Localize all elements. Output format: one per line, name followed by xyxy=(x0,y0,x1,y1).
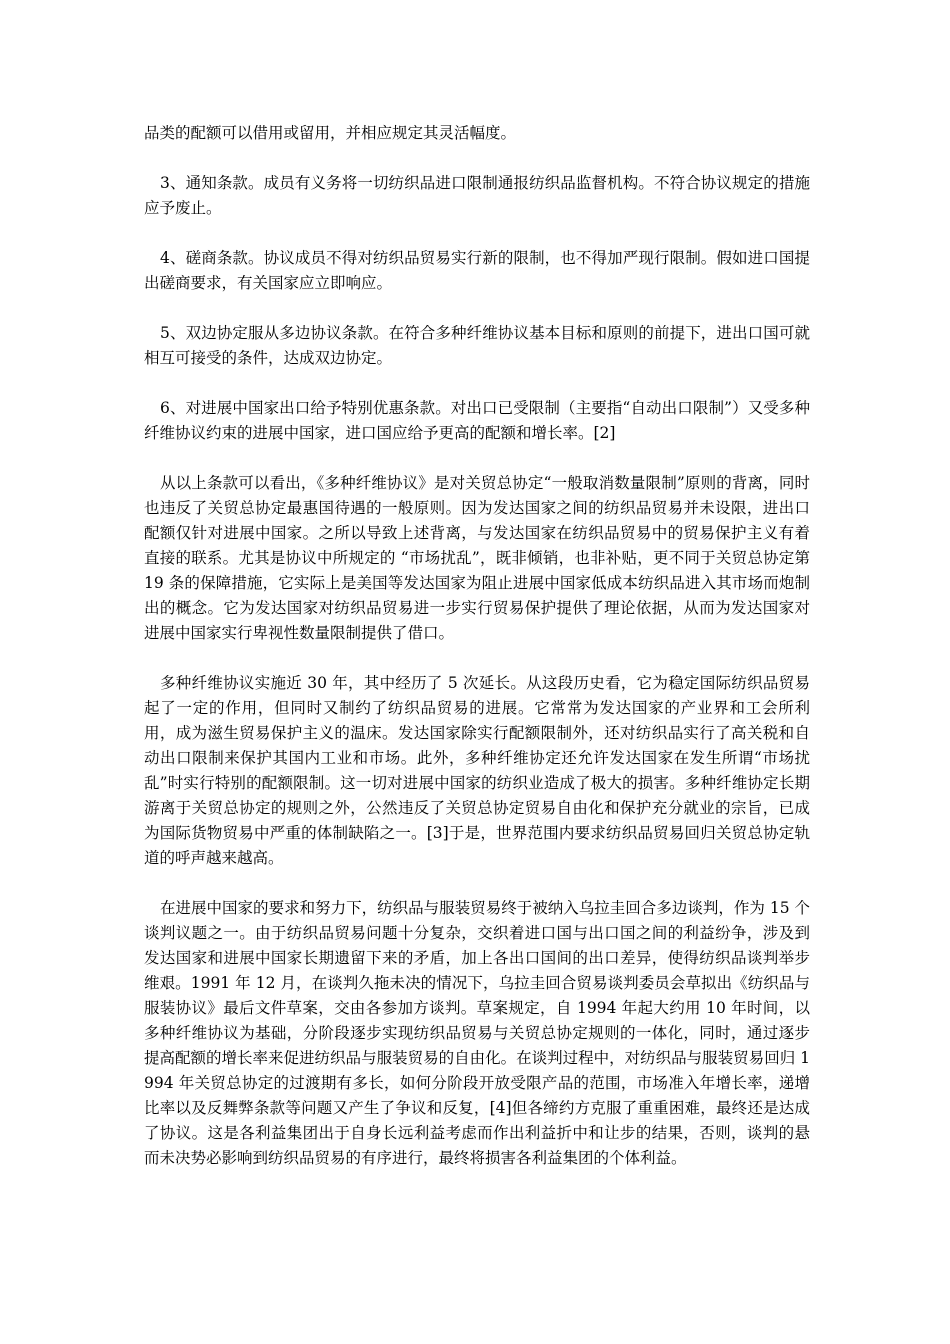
paragraph-history: 多种纤维协议实施近 30 年，其中经历了 5 次延长。从这段历史看，它为稳定国际纺织品贸易起了一定的作用，但同时又制约了纺织品贸易的进展。它常常为发达国家的产业界和工会所利用，成为滋生贸易保护主义的温床。发达国家除实行配额限制外，还对纺织品实行了高关税和自动出口限制来保护其国内工业和市场。此外，多种纤维协定还允许发达国家在发生所谓“市场扰乱”时实行特别的配额限制。这一切对进展中国家的纺织业造成了极大的损害。多种纤维协定长期游离于关贸总协定的规则之外，公然违反了关贸总协定贸易自由化和保护充分就业的宗旨，已成为国际货物贸易中严重的体制缺陷之一。[3]于是，世界范围内要求纺织品贸易回归关贸总协定轨道的呼声越来越高。 xyxy=(144,674,810,867)
paragraph-bilateral-clause: 5、双边协定服从多边协议条款。在符合多种纤维协议基本目标和原则的前提下，进出口国可就相互可接受的条件，达成双边协定。 xyxy=(144,324,810,367)
paragraph-consultation-clause: 4、磋商条款。协议成员不得对纺织品贸易实行新的限制，也不得加严现行限制。假如进口国提出磋商要求，有关国家应立即响应。 xyxy=(144,249,810,292)
paragraph-uruguay-round: 在进展中国家的要求和努力下，纺织品与服装贸易终于被纳入乌拉圭回合多边谈判，作为 15 个谈判议题之一。由于纺织品贸易问题十分复杂，交织着进口国与出口国之间的利益纷争，涉及到发达国家和进展中国家长期遗留下来的矛盾，加上各出口国间的出口差异，使得纺织品谈判举步维艰。1991 年 12 月，在谈判久拖未决的情况下，乌拉圭回合贸易谈判委员会草拟出《纺织品与服装协议》最后文件草案，交由各参加方谈判。草案规定，自 1994 年起大约用 10 年时间，以多种纤维协议为基础，分阶段逐步实现纺织品贸易与关贸总协定规则的一体化，同时，通过逐步提高配额的增长率来促进纺织品与服装贸易的自由化。在谈判过程中，对纺织品与服装贸易回归 1994 年关贸总协定的过渡期有多长，如何分阶段开放受限产品的范围，市场准入年增长率，递增比率以及反舞弊条款等问题又产生了争议和反复，[4]但各缔约方克服了重重困难，最终还是达成了协议。这是各利益集团出于自身长远利益考虑而作出利益折中和让步的结果，否则，谈判的悬而未决势必影响到纺织品贸易的有序进行，最终将损害各利益集团的个体利益。 xyxy=(144,899,810,1167)
paragraph-preferential-clause: 6、对进展中国家出口给予特别优惠条款。对出口已受限制（主要指“自动出口限制”）又受多种纤维协议约束的进展中国家，进口国应给予更高的配额和增长率。[2] xyxy=(144,399,810,442)
document-page xyxy=(144,121,810,1196)
paragraph-notification-clause: 3、通知条款。成员有义务将一切纺织品进口限制通报纺织品监督机构。不符合协议规定的措施应予废止。 xyxy=(144,174,810,217)
paragraph-quota-carryover: 品类的配额可以借用或留用，并相应规定其灵活幅度。 xyxy=(144,124,517,142)
paragraph-analysis: 从以上条款可以看出，《多种纤维协议》是对关贸总协定“一般取消数量限制”原则的背离，同时也违反了关贸总协定最惠国待遇的一般原则。因为发达国家之间的纺织品贸易并未设限，进出口配额仅针对进展中国家。之所以导致上述背离，与发达国家在纺织品贸易中的贸易保护主义有着直接的联系。尤其是协议中所规定的 “市场扰乱”，既非倾销，也非补贴，更不同于关贸总协定第 19 条的保障措施，它实际上是美国等发达国家为阻止进展中国家低成本纺织品进入其市场而炮制出的概念。它为发达国家对纺织品贸易进一步实行贸易保护提供了理论依据，从而为发达国家对进展中国家实行卑视性数量限制提供了借口。 xyxy=(144,474,810,642)
